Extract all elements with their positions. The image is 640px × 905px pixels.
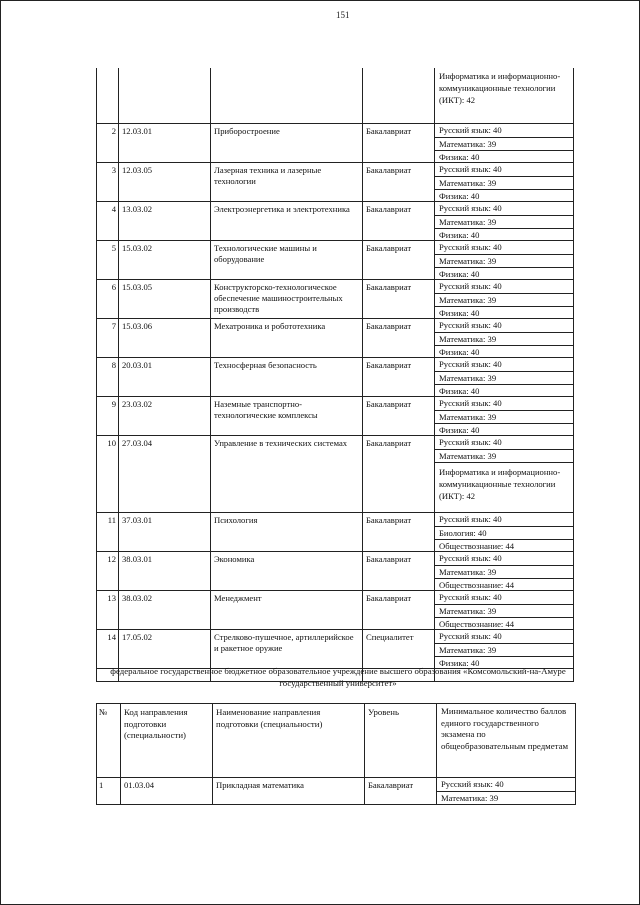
score-entry: Математика: 39: [435, 566, 573, 580]
direction-name: Технологические машины и оборудование: [210, 241, 362, 279]
score-entry: Физика: 40: [439, 308, 480, 318]
scores-cell: [434, 552, 574, 590]
direction-name: Менеджмент: [210, 591, 362, 629]
scores-cell: [434, 319, 574, 357]
direction-code: 37.03.01: [118, 513, 210, 551]
score-entry: Математика: 39: [435, 411, 573, 425]
row-number: 13: [96, 591, 118, 629]
direction-name: Наземные транспортно-технологические комплексы: [210, 397, 362, 435]
row-number: 6: [96, 280, 118, 318]
education-level: Бакалавриат: [362, 319, 434, 357]
table-row: [96, 358, 574, 397]
direction-code: 12.03.05: [118, 163, 210, 201]
score-entry: Русский язык: 40: [435, 163, 573, 177]
scores-cell: [436, 778, 576, 804]
row-number: 12: [96, 552, 118, 590]
table-row: [96, 163, 574, 202]
header-num: №: [96, 704, 120, 777]
table-row: [96, 68, 574, 124]
scores-cell: [434, 513, 574, 551]
score-entry: Русский язык: 40: [435, 280, 573, 294]
score-entry: Физика: 40: [439, 191, 480, 201]
row-number: 10: [96, 436, 118, 512]
score-entry: Математика: 39: [435, 216, 573, 230]
score-entry: Русский язык: 40: [435, 202, 573, 216]
table-row: [96, 778, 576, 805]
score-entry: Математика: 39: [435, 294, 573, 308]
education-level: Бакалавриат: [362, 513, 434, 551]
direction-code: 15.03.02: [118, 241, 210, 279]
direction-name: Стрелково-пушечное, артиллерийское и ракетное оружие: [210, 630, 362, 668]
table-row: [96, 552, 574, 591]
row-number: 14: [96, 630, 118, 668]
table-row: [96, 319, 574, 358]
admission-table-top: [96, 68, 574, 682]
row-number: 8: [96, 358, 118, 396]
education-level: Бакалавриат: [362, 280, 434, 318]
table-row: [96, 397, 574, 436]
score-entry: Русский язык: 40: [435, 241, 573, 255]
score-entry: Русский язык: 40: [437, 778, 575, 792]
education-level: Бакалавриат: [362, 591, 434, 629]
education-level: Бакалавриат: [362, 202, 434, 240]
direction-name: Конструкторско-технологическое обеспечение машиностроительных производств: [210, 280, 362, 318]
direction-code: 15.03.06: [118, 319, 210, 357]
table-row: [96, 630, 574, 669]
score-entry: Математика: 39: [435, 644, 573, 658]
direction-name: Прикладная математика: [212, 778, 364, 804]
direction-code: 17.05.02: [118, 630, 210, 668]
score-entry: Русский язык: 40: [435, 630, 573, 644]
score-entry: Физика: 40: [439, 152, 480, 162]
score-entry: Русский язык: 40: [435, 436, 573, 450]
score-entry: Математика: 39: [435, 333, 573, 347]
header-name: Наименование направления подготовки (специальности): [212, 704, 364, 777]
row-number: 5: [96, 241, 118, 279]
education-level: Бакалавриат: [362, 241, 434, 279]
score-entry: Русский язык: 40: [435, 552, 573, 566]
score-entry: Математика: 39: [435, 605, 573, 619]
direction-name: Экономика: [210, 552, 362, 590]
table-row: [96, 436, 574, 513]
direction-name: Психология: [210, 513, 362, 551]
education-level: Бакалавриат: [362, 358, 434, 396]
score-entry: Русский язык: 40: [435, 124, 573, 138]
table-row: [96, 280, 574, 319]
direction-code: 27.03.04: [118, 436, 210, 512]
page-number: 151: [336, 10, 350, 20]
row-number: 4: [96, 202, 118, 240]
table-row: [96, 591, 574, 630]
direction-code: 20.03.01: [118, 358, 210, 396]
score-entry: Русский язык: 40: [435, 319, 573, 333]
scores-cell: [434, 202, 574, 240]
direction-code: 38.03.02: [118, 591, 210, 629]
score-entry: Физика: 40: [439, 230, 480, 240]
header-level: Уровень: [364, 704, 436, 777]
score-entry: Физика: 40: [439, 425, 480, 435]
score-entry: Математика: 39: [435, 372, 573, 386]
score-entry: Математика: 39: [435, 177, 573, 191]
score-entry: Физика: 40: [439, 269, 480, 279]
scores-cell: [434, 436, 574, 512]
direction-name: Мехатроника и робототехника: [210, 319, 362, 357]
direction-name: Электроэнергетика и электротехника: [210, 202, 362, 240]
score-entry: Обществознание: 44: [439, 619, 515, 629]
score-entry: Русский язык: 40: [435, 397, 573, 411]
scores-cell: [434, 630, 574, 668]
admission-table-bottom: [96, 703, 576, 805]
scores-cell: [434, 358, 574, 396]
row-number: 11: [96, 513, 118, 551]
score-entry: Математика: 39: [435, 255, 573, 269]
table-header-row: [96, 704, 576, 778]
direction-name: Лазерная техника и лазерные технологии: [210, 163, 362, 201]
row-number: 7: [96, 319, 118, 357]
education-level: Бакалавриат: [362, 124, 434, 162]
direction-code: 12.03.01: [118, 124, 210, 162]
scores-cell: [434, 163, 574, 201]
row-number: 2: [96, 124, 118, 162]
row-number: 3: [96, 163, 118, 201]
direction-code: 13.03.02: [118, 202, 210, 240]
scores-cell: [434, 280, 574, 318]
score-entry: Математика: 39: [435, 138, 573, 152]
table-row: [96, 513, 574, 552]
score-entry: Математика: 39: [441, 792, 499, 803]
table-row: [96, 202, 574, 241]
scores-cell: [434, 124, 574, 162]
score-entry: Физика: 40: [439, 386, 480, 396]
score-entry: Русский язык: 40: [435, 513, 573, 527]
direction-name: Техносферная безопасность: [210, 358, 362, 396]
education-level: Специалитет: [362, 630, 434, 668]
score-entry: Обществознание: 44: [439, 580, 515, 590]
score-entry: Русский язык: 40: [435, 358, 573, 372]
direction-code: 38.03.01: [118, 552, 210, 590]
direction-name: Приборостроение: [210, 124, 362, 162]
score-entry: Математика: 39: [435, 450, 573, 464]
direction-code: 01.03.04: [120, 778, 212, 804]
scores-cell: [434, 241, 574, 279]
score-entry: Информатика и информационно-коммуникационные технологии (ИКТ): 42: [439, 71, 561, 105]
table-row: [96, 241, 574, 280]
direction-code: 23.03.02: [118, 397, 210, 435]
direction-code: 15.03.05: [118, 280, 210, 318]
row-number: 1: [96, 778, 120, 804]
score-entry: Русский язык: 40: [435, 591, 573, 605]
institution-title: федеральное государственное бюджетное образовательное учреждение высшего образования «Комсомольский-на-Амуре государственный университет»: [110, 666, 566, 688]
scores-cell: [434, 397, 574, 435]
education-level: Бакалавриат: [362, 436, 434, 512]
table-row: [96, 124, 574, 163]
scores-cell: [434, 591, 574, 629]
education-level: Бакалавриат: [362, 552, 434, 590]
score-entry: Биология: 40: [435, 527, 573, 541]
score-entry: Информатика и информационно-коммуникационные технологии (ИКТ): 42: [439, 467, 561, 501]
row-number: 9: [96, 397, 118, 435]
score-entry: Обществознание: 44: [439, 541, 515, 551]
education-level: Бакалавриат: [362, 397, 434, 435]
score-entry: Физика: 40: [439, 658, 480, 668]
header-scores: Минимальное количество баллов единого государственного экзамена по общеобразовательным предметам: [436, 704, 576, 777]
score-entry: Физика: 40: [439, 347, 480, 357]
education-level: Бакалавриат: [362, 163, 434, 201]
header-code: Код направления подготовки (специальности): [120, 704, 212, 777]
direction-name: Управление в технических системах: [210, 436, 362, 512]
education-level: Бакалавриат: [364, 778, 436, 804]
